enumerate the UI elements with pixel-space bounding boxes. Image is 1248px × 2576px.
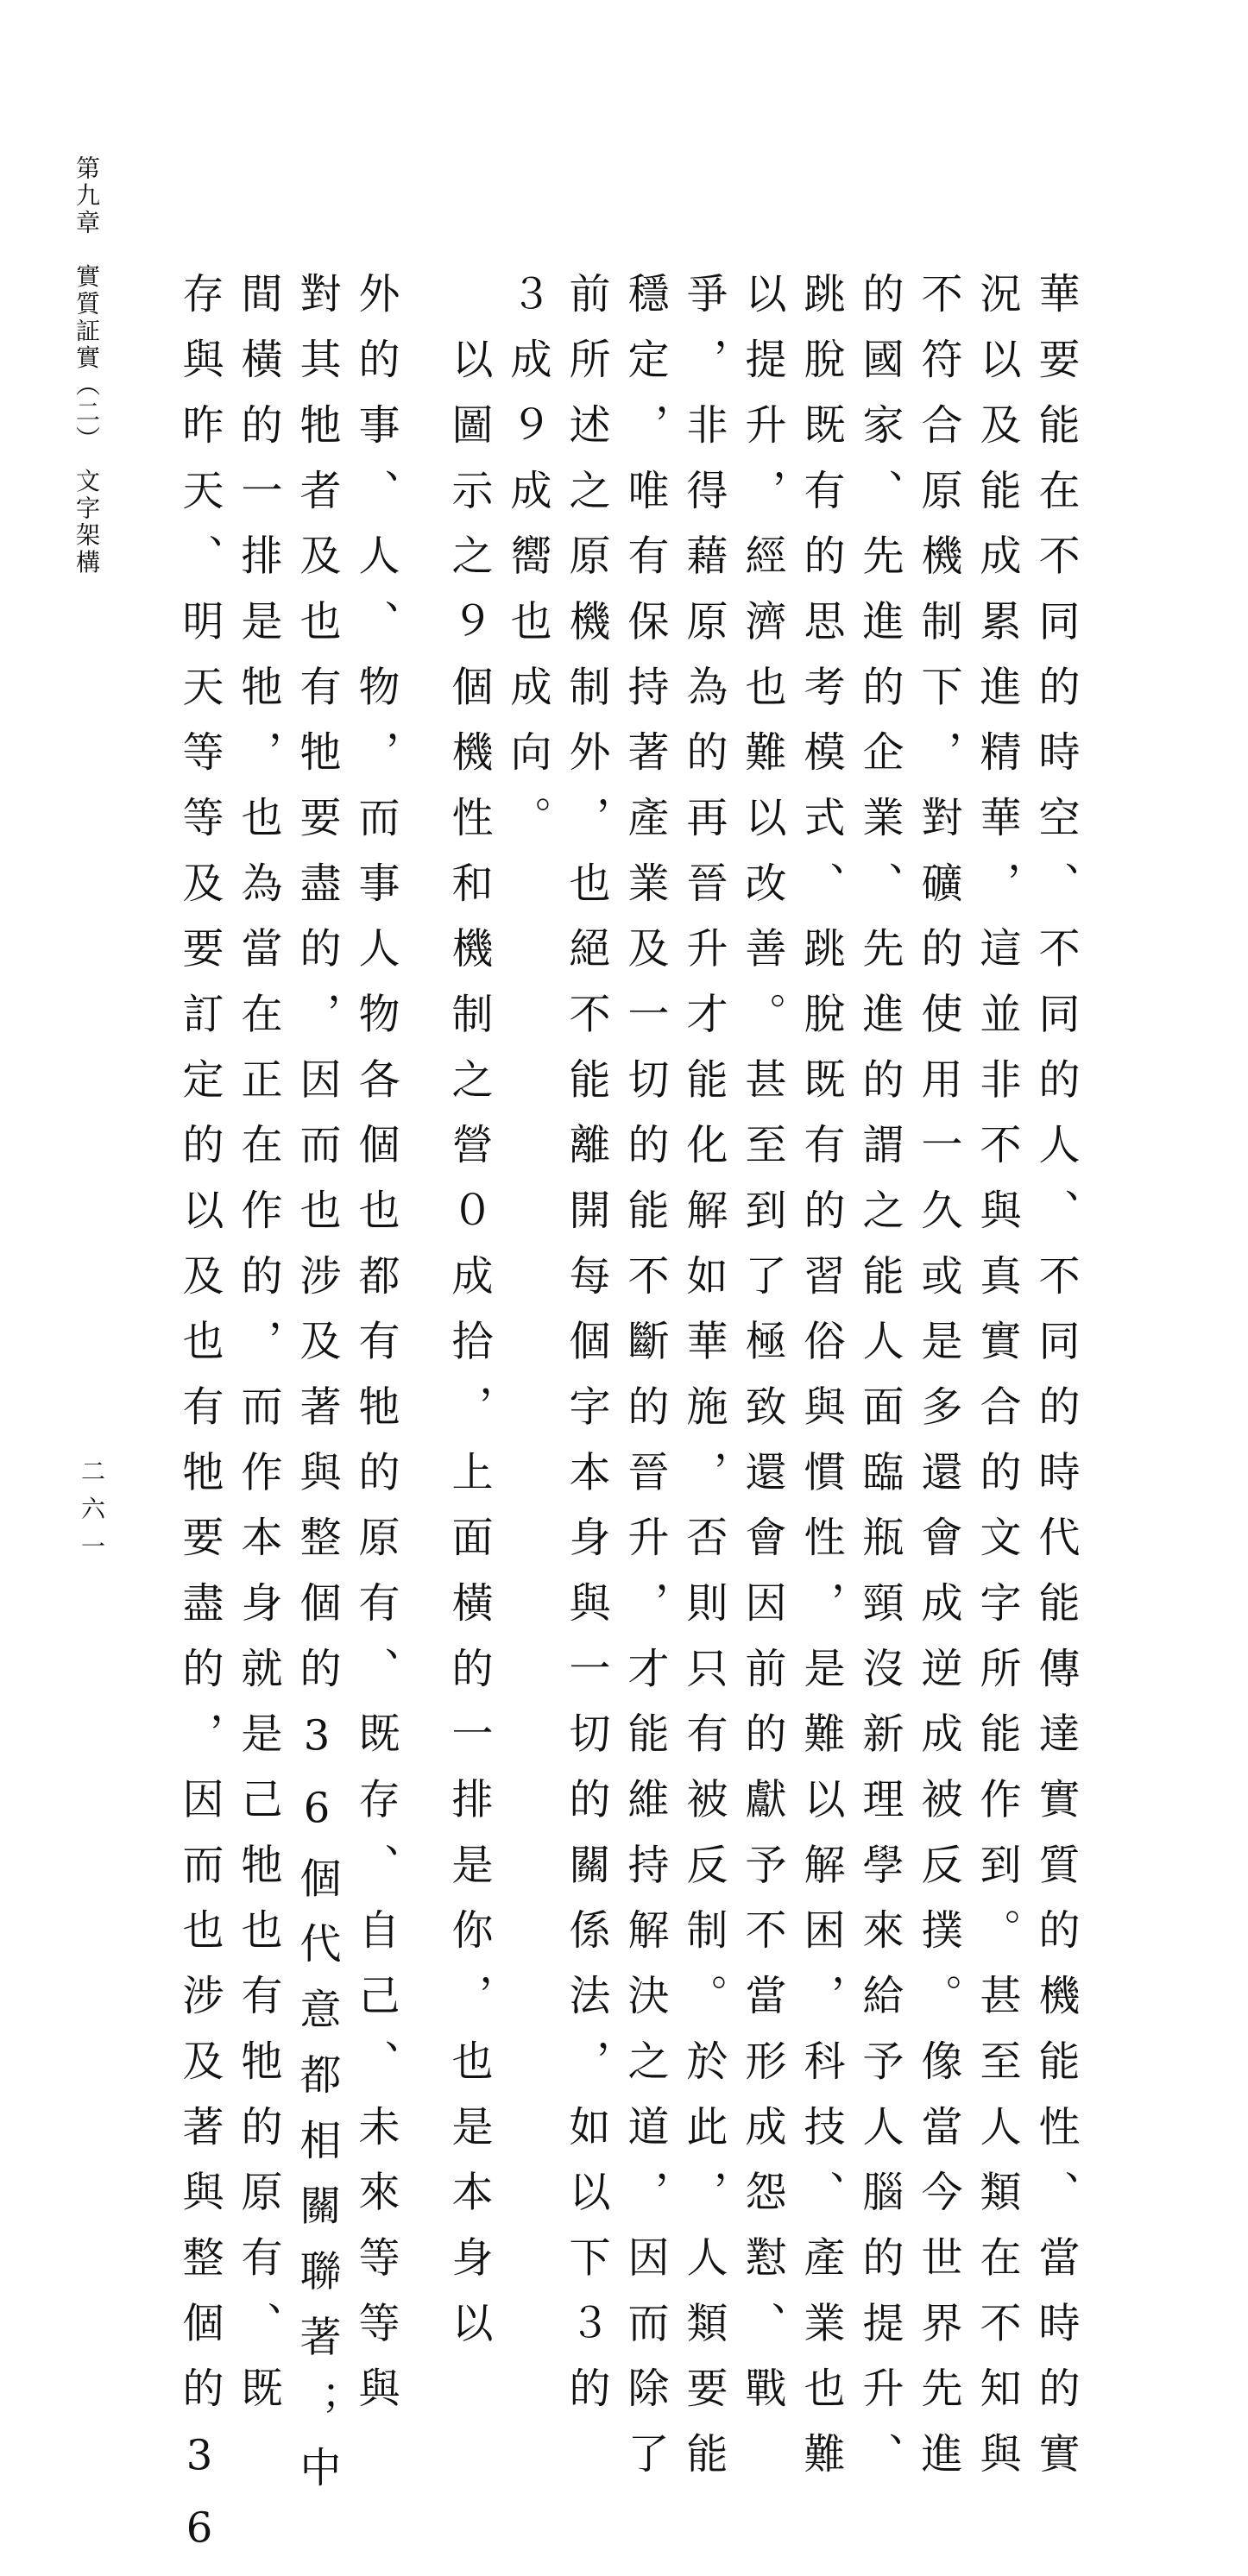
- text-column: ３成９成嚮也成向。: [503, 272, 552, 861]
- text-column: 況以及能成累進精華，這並非不與真實合的文字所能作到。甚至人類在不知與: [973, 272, 1021, 2497]
- text-column: 以提升，經濟也難以改善。甚至到了極致還會因前的獻予不當形成怨懟、戰: [738, 272, 786, 2432]
- text-column: 跳脫既有的思考模式、跳脫既有的習俗與慣性，是難以解困，科技、產業也難: [797, 272, 845, 2497]
- text-column: 爭，非得藉原為的再晉升才能化解如華施，否則只有被反制。於此，人類要能: [679, 272, 728, 2497]
- text-column: 間橫的一排是牠，也為當在正在作的，而作本身就是己牠也有牠的原有、既: [234, 272, 282, 2432]
- body-text: [164, 272, 1080, 2576]
- text-column: 華要能在不同的時空、不同的人、不同的時代能傳達實質的機能性、當時的實: [1031, 272, 1080, 2497]
- text-column: 外的事、人、物，而事人物各個也都有牠的原有、既存、自己、未來等等與: [351, 272, 400, 2432]
- text-column: 存與昨天、明天等等及要訂定的以及也有牠要盡的，因而也涉及著與整個的36: [175, 272, 224, 2576]
- text-column: 的國家、先進的企業、先進的謂之能人面臨瓶頸沒新理學來給予人腦的提升、: [855, 272, 904, 2497]
- text-column: 對其牠者及也有牠要盡的，因而也涉及著與整個的36個代意都相關聯著；中: [293, 272, 341, 2511]
- text-column: 前所述之原機制外，也絕不能離開每個字本身與一切的關係法，如以下３的: [562, 272, 610, 2432]
- page-number: 二六一: [78, 1458, 106, 1571]
- text-column: 不符合原機制下，對礦的使用一久或是多還會成逆成被反撲。像當今世界先進: [914, 272, 962, 2497]
- running-head: 第九章 實質証實（二） 文字架構: [72, 155, 101, 576]
- text-column: 穩定，唯有保持著產業及一切的能不斷的晉升，才能維持解決之道，因而除了: [621, 272, 669, 2497]
- text-column: 以圖示之９個機性和機制之營０成拾，上面橫的一排是你，也是本身以: [444, 272, 493, 2366]
